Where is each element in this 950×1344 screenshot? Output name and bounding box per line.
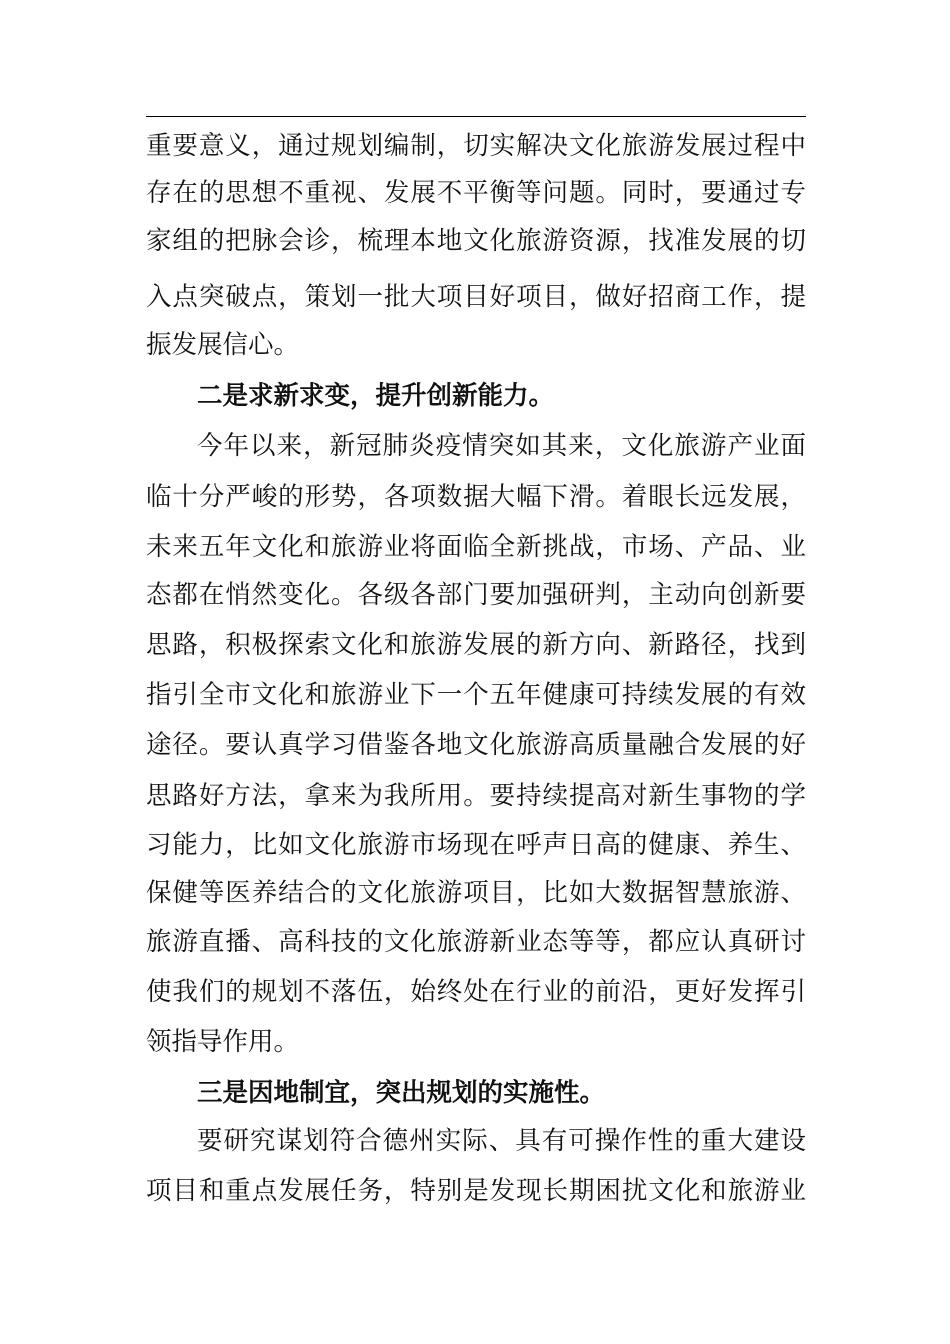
- section-heading: 三是因地制宜，突出规划的实施性。: [197, 1078, 606, 1108]
- text-line: 使我们的规划不落伍，始终处在行业的前沿，更好发挥引: [146, 977, 806, 1007]
- section-heading: 二是求新求变，提升创新能力。: [197, 381, 555, 411]
- text-line: 临十分严峻的形势，各项数据大幅下滑。着眼长远发展，: [146, 482, 806, 512]
- text-line: 思路好方法，拿来为我所用。要持续提高对新生事物的学: [146, 781, 806, 811]
- text-line: 保健等医养结合的文化旅游项目，比如大数据智慧旅游、: [146, 878, 806, 908]
- text-line: 要研究谋划符合德州实际、具有可操作性的重大建设: [197, 1126, 806, 1156]
- text-line: 习能力，比如文化旅游市场现在呼声日高的健康、养生、: [146, 830, 806, 860]
- text-line: 旅游直播、高科技的文化旅游新业态等等，都应认真研讨: [146, 927, 806, 957]
- header-rule: [146, 116, 806, 117]
- text-line: 领指导作用。: [146, 1027, 300, 1057]
- text-line: 振发展信心。: [146, 330, 300, 360]
- text-line: 项目和重点发展任务，特别是发现长期困扰文化和旅游业: [146, 1176, 806, 1206]
- text-line: 家组的把脉会诊，梳理本地文化旅游资源，找准发展的切: [146, 226, 806, 256]
- text-line: 重要意义，通过规划编制，切实解决文化旅游发展过程中: [146, 131, 806, 161]
- text-line: 态都在悄然变化。各级各部门要加强研判，主动向创新要: [146, 580, 806, 610]
- text-line: 途径。要认真学习借鉴各地文化旅游高质量融合发展的好: [146, 730, 806, 760]
- text-line: 思路，积极探索文化和旅游发展的新方向、新路径，找到: [146, 630, 806, 660]
- text-line: 未来五年文化和旅游业将面临全新挑战，市场、产品、业: [146, 532, 806, 562]
- text-line: 今年以来，新冠肺炎疫情突如其来，文化旅游产业面: [197, 431, 806, 461]
- text-line: 指引全市文化和旅游业下一个五年健康可持续发展的有效: [146, 680, 806, 710]
- text-line: 存在的思想不重视、发展不平衡等问题。同时，要通过专: [146, 178, 806, 208]
- text-line: 入点突破点，策划一批大项目好项目，做好招商工作，提: [146, 282, 806, 312]
